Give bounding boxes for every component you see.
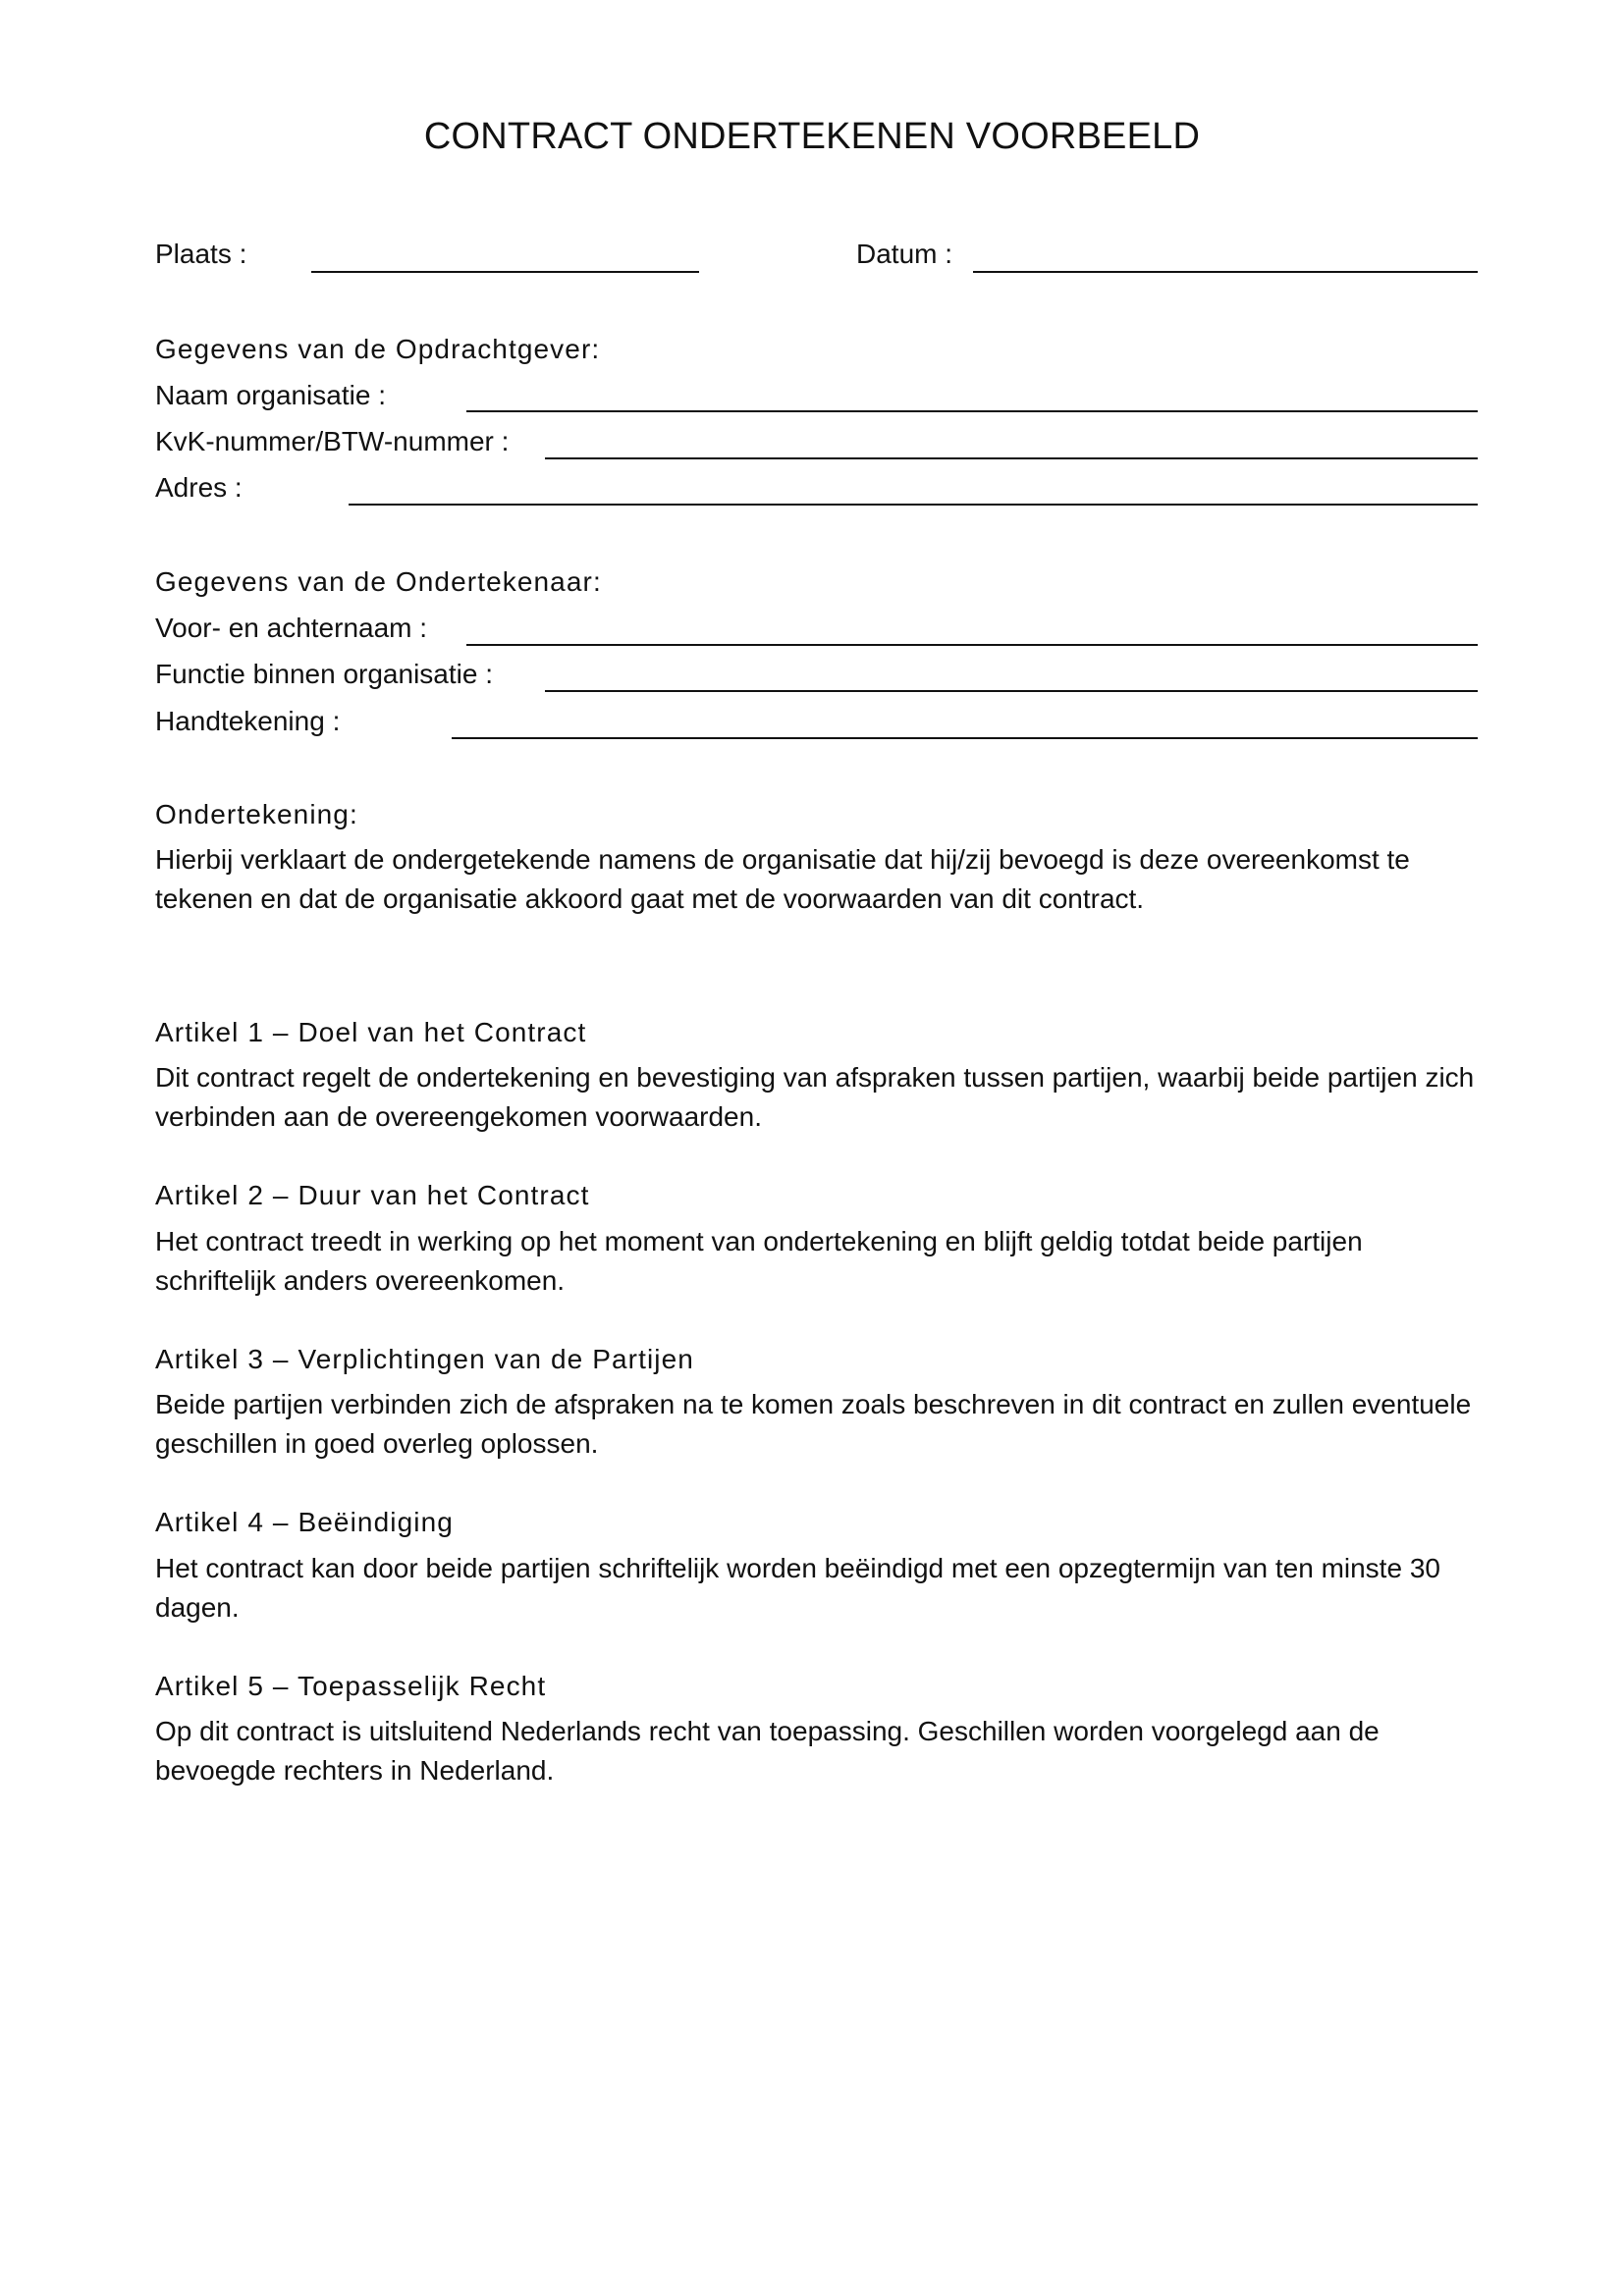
handtekening-field-line[interactable]: [452, 737, 1478, 739]
opdrachtgever-heading: Gegevens van de Opdrachtgever:: [155, 334, 601, 364]
datum-label: Datum :: [856, 239, 953, 269]
ondertekening-heading: Ondertekening:: [155, 799, 358, 829]
functie-field-line[interactable]: [545, 690, 1478, 692]
ondertekenaar-heading: Gegevens van de Ondertekenaar:: [155, 566, 602, 597]
article-2-text: Het contract treedt in werking op het moment van ondertekening en blijft geldig totdat beide partijen schriftelijk anders overeenkomen.: [155, 1226, 1363, 1296]
article-5-text: Op dit contract is uitsluitend Nederlands recht van toepassing. Geschillen worden voorgelegd aan de bevoegde rechters in Nederland.: [155, 1716, 1380, 1786]
kvk-btw-field-line[interactable]: [545, 457, 1478, 459]
article-4-text: Het contract kan door beide partijen schriftelijk worden beëindigd met een opzegtermijn van ten minste 30 dagen.: [155, 1553, 1440, 1623]
article-2-heading: Artikel 2 – Duur van het Contract: [155, 1180, 590, 1210]
article-1-text: Dit contract regelt de ondertekening en bevestiging van afspraken tussen partijen, waarbij beide partijen zich verbinden aan de overeengekomen voorwaarden.: [155, 1062, 1475, 1132]
naam-organisatie-label: Naam organisatie :: [155, 380, 387, 410]
article-1-heading: Artikel 1 – Doel van het Contract: [155, 1017, 587, 1047]
naam-organisatie-field-line[interactable]: [466, 410, 1478, 412]
voor-achternaam-field-line[interactable]: [466, 644, 1478, 646]
voor-achternaam-label: Voor- en achternaam :: [155, 613, 428, 643]
article-4-heading: Artikel 4 – Beëindiging: [155, 1507, 454, 1537]
kvk-btw-label: KvK-nummer/BTW-nummer :: [155, 426, 510, 456]
article-3-heading: Artikel 3 – Verplichtingen van de Partijen: [155, 1344, 694, 1374]
functie-label: Functie binnen organisatie :: [155, 659, 493, 689]
article-5-heading: Artikel 5 – Toepasselijk Recht: [155, 1671, 547, 1701]
plaats-label: Plaats :: [155, 239, 247, 269]
ondertekening-text: Hierbij verklaart de ondergetekende namens de organisatie dat hij/zij bevoegd is deze overeenkomst te tekenen en dat de organisatie akkoord gaat met de voorwaarden van dit contract.: [155, 844, 1410, 914]
adres-field-line[interactable]: [349, 504, 1478, 506]
datum-field-line[interactable]: [973, 271, 1478, 273]
handtekening-label: Handtekening :: [155, 706, 341, 736]
document-title: CONTRACT ONDERTEKENEN VOORBEELD: [423, 116, 1201, 157]
plaats-field-line[interactable]: [311, 271, 699, 273]
article-3-text: Beide partijen verbinden zich de afspraken na te komen zoals beschreven in dit contract en zullen eventuele geschillen in goed overleg oplossen.: [155, 1389, 1472, 1459]
adres-label: Adres :: [155, 472, 243, 503]
